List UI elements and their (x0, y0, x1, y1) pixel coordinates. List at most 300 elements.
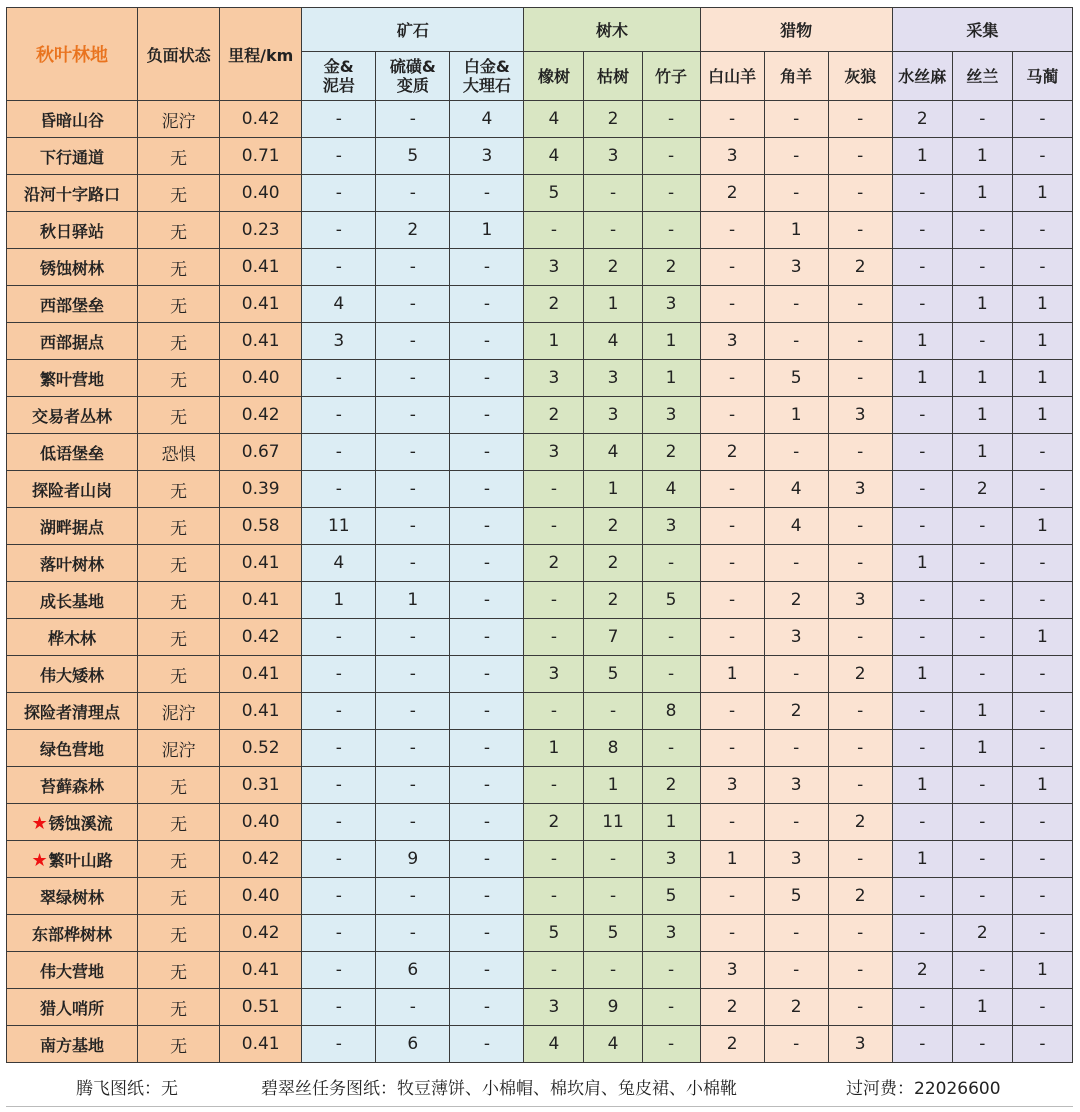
tree-count-cell: - (584, 175, 642, 212)
tree-count-cell: - (524, 767, 584, 804)
zone-name-cell (7, 989, 138, 1026)
prey-count-cell: - (764, 730, 828, 767)
gather-count-cell: - (892, 693, 952, 730)
gather-subheader: 马蔺 (1012, 52, 1072, 101)
table-row (7, 249, 1073, 286)
gather-count-cell: 1 (952, 989, 1012, 1026)
prey-count-cell: 5 (764, 360, 828, 397)
prey-count-cell: - (828, 212, 892, 249)
gather-count-cell: - (952, 656, 1012, 693)
prey-count-cell: - (764, 804, 828, 841)
gather-count-cell: 1 (952, 138, 1012, 175)
tree-count-cell: 4 (524, 101, 584, 138)
gather-count-cell: 1 (892, 545, 952, 582)
gather-count-cell: - (952, 101, 1012, 138)
tree-count-cell: 2 (584, 101, 642, 138)
gather-count-cell: - (952, 952, 1012, 989)
gather-count-cell: 1 (952, 397, 1012, 434)
prey-count-cell: 2 (828, 878, 892, 915)
zone-name: 湖畔据点 (40, 517, 105, 537)
tree-count-cell: - (642, 619, 700, 656)
prey-count-cell: - (828, 841, 892, 878)
table-row (7, 101, 1073, 138)
zone-name-cell (7, 471, 138, 508)
prey-count-cell: - (764, 545, 828, 582)
prey-count-cell: - (700, 360, 764, 397)
tree-count-cell: 3 (642, 841, 700, 878)
zone-name-cell (7, 212, 138, 249)
tree-count-cell: 3 (524, 656, 584, 693)
tree-count-cell: 1 (524, 730, 584, 767)
gather-count-cell: - (1012, 841, 1072, 878)
ore-count-cell: - (450, 323, 524, 360)
ore-count-cell: 2 (376, 212, 450, 249)
prey-count-cell: 2 (828, 804, 892, 841)
zone-name: 锈蚀溪流 (48, 813, 113, 833)
tree-count-cell: 4 (584, 1026, 642, 1063)
tree-count-cell: 2 (584, 508, 642, 545)
zone-name: 探险者山岗 (32, 480, 113, 500)
ore-count-cell: - (376, 989, 450, 1026)
gather-subheader: 水丝麻 (892, 52, 952, 101)
gather-count-cell: - (1012, 656, 1072, 693)
prey-count-cell: - (700, 471, 764, 508)
tree-count-cell: 2 (584, 582, 642, 619)
tree-count-cell: - (524, 619, 584, 656)
tree-subheader: 橡树 (524, 52, 584, 101)
tree-count-cell: 3 (642, 915, 700, 952)
prey-count-cell: - (828, 434, 892, 471)
ore-count-cell: - (450, 508, 524, 545)
ore-subheader: 白金& 大理石 (450, 52, 524, 101)
gather-count-cell: - (952, 212, 1012, 249)
prey-count-cell: - (764, 656, 828, 693)
gather-count-cell: - (1012, 878, 1072, 915)
tree-count-cell: 3 (642, 286, 700, 323)
tree-count-cell: 3 (584, 360, 642, 397)
prey-count-cell: - (828, 730, 892, 767)
gather-count-cell: - (1012, 249, 1072, 286)
ore-count-cell: - (302, 730, 376, 767)
ore-count-cell: - (302, 915, 376, 952)
zone-name-cell (7, 508, 138, 545)
zone-name: 低语堡垒 (40, 443, 105, 463)
tree-count-cell: 4 (642, 471, 700, 508)
distance-cell: 0.23 (220, 212, 302, 249)
debuff-cell: 无 (138, 323, 220, 360)
ore-count-cell: - (302, 693, 376, 730)
tree-count-cell: 3 (524, 434, 584, 471)
gather-count-cell: - (892, 804, 952, 841)
prey-count-cell: - (700, 693, 764, 730)
ore-count-cell: - (450, 471, 524, 508)
tree-count-cell: 1 (584, 286, 642, 323)
zone-name: 南方基地 (40, 1035, 105, 1055)
debuff-cell: 无 (138, 1026, 220, 1063)
prey-count-cell: 3 (764, 767, 828, 804)
tree-count-cell: - (642, 545, 700, 582)
table-row (7, 767, 1073, 804)
prey-count-cell: - (764, 952, 828, 989)
ore-count-cell: - (376, 471, 450, 508)
zone-name-cell (7, 545, 138, 582)
prey-count-cell: - (700, 545, 764, 582)
ore-count-cell: - (450, 841, 524, 878)
prey-count-cell: - (828, 175, 892, 212)
table-row (7, 804, 1073, 841)
tree-count-cell: - (524, 508, 584, 545)
prey-count-cell: - (828, 619, 892, 656)
prey-count-cell: - (764, 1026, 828, 1063)
table-row (7, 471, 1073, 508)
ore-subheader: 金& 泥岩 (302, 52, 376, 101)
zone-name-cell (7, 804, 138, 841)
gather-count-cell: - (892, 989, 952, 1026)
tree-count-cell: 3 (524, 249, 584, 286)
gather-count-cell: 1 (892, 138, 952, 175)
table-row (7, 841, 1073, 878)
zone-name: 沿河十字路口 (24, 184, 121, 204)
tree-count-cell: - (584, 878, 642, 915)
gather-count-cell: 1 (952, 175, 1012, 212)
debuff-cell: 无 (138, 915, 220, 952)
ore-count-cell: 6 (376, 1026, 450, 1063)
zone-name-cell (7, 582, 138, 619)
zone-name-cell (7, 286, 138, 323)
tree-count-cell: 8 (584, 730, 642, 767)
debuff-cell: 泥泞 (138, 101, 220, 138)
ore-count-cell: - (302, 471, 376, 508)
zone-name-cell (7, 360, 138, 397)
ore-count-cell: - (302, 878, 376, 915)
tree-count-cell: 2 (642, 434, 700, 471)
tree-subheader: 竹子 (642, 52, 700, 101)
gather-count-cell: - (892, 1026, 952, 1063)
debuff-cell: 无 (138, 397, 220, 434)
table-row (7, 175, 1073, 212)
zone-name: 繁叶山路 (48, 850, 113, 870)
tree-count-cell: 3 (584, 138, 642, 175)
prey-count-cell: 1 (700, 841, 764, 878)
ore-count-cell: 4 (302, 545, 376, 582)
ore-count-cell: - (450, 582, 524, 619)
prey-count-cell: 5 (764, 878, 828, 915)
gather-count-cell: 1 (892, 323, 952, 360)
tree-count-cell: 1 (642, 804, 700, 841)
tree-count-cell: 4 (584, 434, 642, 471)
distance-cell: 0.42 (220, 841, 302, 878)
zone-name: 落叶树林 (40, 554, 105, 574)
table-row (7, 360, 1073, 397)
prey-count-cell: - (764, 138, 828, 175)
ore-count-cell: - (302, 656, 376, 693)
zone-name: 伟大矮林 (40, 665, 105, 685)
ore-count-cell: - (450, 767, 524, 804)
ore-count-cell: - (450, 656, 524, 693)
gather-count-cell: 1 (1012, 323, 1072, 360)
gather-count-cell: - (892, 249, 952, 286)
gather-count-cell: 1 (1012, 175, 1072, 212)
ore-count-cell: - (302, 360, 376, 397)
ore-count-cell: 3 (302, 323, 376, 360)
tree-count-cell: 8 (642, 693, 700, 730)
prey-count-cell: 3 (700, 767, 764, 804)
prey-count-cell: - (700, 249, 764, 286)
table-row (7, 545, 1073, 582)
prey-count-cell: - (700, 915, 764, 952)
ore-count-cell: - (450, 693, 524, 730)
ore-count-cell: - (376, 656, 450, 693)
prey-count-cell: - (700, 582, 764, 619)
prey-count-cell: - (828, 360, 892, 397)
ore-count-cell: - (302, 138, 376, 175)
distance-cell: 0.42 (220, 915, 302, 952)
star-icon: ★ (31, 812, 48, 834)
prey-count-cell: 3 (700, 138, 764, 175)
blueprint-note: 腾飞图纸：无 (76, 1079, 178, 1099)
gather-count-cell: 1 (952, 693, 1012, 730)
zone-name: 锈蚀树林 (40, 258, 105, 278)
prey-count-cell: - (828, 286, 892, 323)
ore-count-cell: - (450, 804, 524, 841)
table-row (7, 582, 1073, 619)
distance-cell: 0.41 (220, 286, 302, 323)
debuff-cell: 无 (138, 212, 220, 249)
debuff-cell: 无 (138, 175, 220, 212)
prey-count-cell: 3 (700, 323, 764, 360)
tree-count-cell: - (642, 730, 700, 767)
gather-count-cell: - (892, 619, 952, 656)
tree-count-cell: 2 (642, 767, 700, 804)
debuff-cell: 无 (138, 656, 220, 693)
prey-count-cell: 3 (828, 471, 892, 508)
ore-count-cell: - (376, 545, 450, 582)
prey-count-cell: - (700, 101, 764, 138)
gather-count-cell: - (892, 397, 952, 434)
ore-count-cell: - (302, 989, 376, 1026)
ore-count-cell: - (376, 915, 450, 952)
ore-count-cell: - (376, 878, 450, 915)
gather-count-cell: 1 (1012, 767, 1072, 804)
resource-table (6, 7, 1073, 1063)
ore-count-cell: 6 (376, 952, 450, 989)
zone-name: 成长基地 (40, 591, 105, 611)
ore-count-cell: - (302, 952, 376, 989)
tree-count-cell: 2 (524, 804, 584, 841)
ore-count-cell: 9 (376, 841, 450, 878)
tree-count-cell: - (642, 212, 700, 249)
ore-count-cell: - (302, 175, 376, 212)
ore-count-cell: - (302, 249, 376, 286)
gather-count-cell: - (952, 323, 1012, 360)
gather-count-cell: 1 (1012, 619, 1072, 656)
prey-count-cell: - (828, 545, 892, 582)
debuff-cell: 无 (138, 286, 220, 323)
prey-subheader: 白山羊 (700, 52, 764, 101)
tree-count-cell: 3 (524, 360, 584, 397)
table-row (7, 915, 1073, 952)
ore-count-cell: - (450, 434, 524, 471)
tree-count-cell: 2 (584, 545, 642, 582)
tree-subheader: 枯树 (584, 52, 642, 101)
distance-cell: 0.41 (220, 249, 302, 286)
table-row (7, 730, 1073, 767)
debuff-cell: 无 (138, 989, 220, 1026)
tree-count-cell: - (642, 175, 700, 212)
ore-count-cell: - (302, 212, 376, 249)
distance-cell: 0.41 (220, 545, 302, 582)
tree-count-cell: 1 (584, 471, 642, 508)
table-row (7, 952, 1073, 989)
star-icon: ★ (31, 849, 48, 871)
gather-count-cell: 1 (1012, 360, 1072, 397)
zone-name-cell (7, 619, 138, 656)
tree-count-cell: - (642, 989, 700, 1026)
ore-count-cell: - (376, 434, 450, 471)
debuff-cell: 无 (138, 841, 220, 878)
ore-count-cell: 11 (302, 508, 376, 545)
prey-group-header: 猎物 (700, 8, 892, 52)
gather-count-cell: 1 (1012, 952, 1072, 989)
zone-name: 绿色营地 (40, 739, 105, 759)
debuff-cell: 无 (138, 804, 220, 841)
ore-count-cell: - (376, 286, 450, 323)
ore-group-header: 矿石 (302, 8, 524, 52)
gather-count-cell: - (1012, 989, 1072, 1026)
tree-count-cell: - (524, 693, 584, 730)
zone-name-cell (7, 878, 138, 915)
distance-cell: 0.40 (220, 360, 302, 397)
prey-count-cell: - (828, 323, 892, 360)
tree-count-cell: 1 (584, 767, 642, 804)
distance-cell: 0.42 (220, 619, 302, 656)
distance-cell: 0.67 (220, 434, 302, 471)
tree-count-cell: - (642, 656, 700, 693)
gather-count-cell: 2 (952, 915, 1012, 952)
table-row (7, 138, 1073, 175)
prey-count-cell: 1 (764, 212, 828, 249)
gather-count-cell: - (1012, 101, 1072, 138)
ore-count-cell: - (302, 397, 376, 434)
prey-count-cell: 2 (764, 693, 828, 730)
gather-subheader: 丝兰 (952, 52, 1012, 101)
gather-count-cell: - (892, 471, 952, 508)
distance-cell: 0.51 (220, 989, 302, 1026)
ore-count-cell: 4 (450, 101, 524, 138)
zone-name: 伟大营地 (40, 961, 105, 981)
tree-count-cell: 4 (524, 1026, 584, 1063)
gather-count-cell: - (952, 619, 1012, 656)
ore-count-cell: - (450, 915, 524, 952)
ore-count-cell: - (302, 619, 376, 656)
zone-name: 秋日驿站 (40, 221, 105, 241)
prey-count-cell: 3 (828, 582, 892, 619)
ore-count-cell: 3 (450, 138, 524, 175)
gather-count-cell: 1 (1012, 286, 1072, 323)
gather-count-cell: 2 (892, 101, 952, 138)
gather-count-cell: - (1012, 434, 1072, 471)
table-row (7, 508, 1073, 545)
ore-count-cell: - (302, 434, 376, 471)
distance-cell: 0.41 (220, 656, 302, 693)
tree-count-cell: - (524, 212, 584, 249)
gather-count-cell: - (1012, 471, 1072, 508)
tree-count-cell: - (584, 952, 642, 989)
gather-count-cell: 1 (892, 767, 952, 804)
tree-count-cell: 3 (584, 397, 642, 434)
ore-count-cell: - (450, 249, 524, 286)
prey-count-cell: 2 (828, 656, 892, 693)
toll-note: 过河费：22026600 (846, 1079, 1001, 1099)
prey-count-cell: 2 (700, 434, 764, 471)
ore-count-cell: - (450, 878, 524, 915)
table-row (7, 1026, 1073, 1063)
distance-cell: 0.71 (220, 138, 302, 175)
ore-count-cell: - (376, 323, 450, 360)
table-row (7, 619, 1073, 656)
prey-count-cell: - (764, 175, 828, 212)
tree-count-cell: - (584, 693, 642, 730)
gather-count-cell: - (892, 582, 952, 619)
zone-name: 东部桦树林 (32, 924, 113, 944)
prey-count-cell: - (828, 989, 892, 1026)
prey-count-cell: 1 (764, 397, 828, 434)
tree-count-cell: 3 (642, 397, 700, 434)
prey-count-cell: 2 (764, 582, 828, 619)
ore-count-cell: - (302, 767, 376, 804)
tree-count-cell: 2 (584, 249, 642, 286)
gather-count-cell: 1 (1012, 508, 1072, 545)
zone-name: 西部堡垒 (40, 295, 105, 315)
debuff-cell: 泥泞 (138, 730, 220, 767)
ore-count-cell: 5 (376, 138, 450, 175)
table-row (7, 434, 1073, 471)
prey-count-cell: - (828, 767, 892, 804)
gather-count-cell: - (1012, 915, 1072, 952)
zone-name: 昏暗山谷 (40, 110, 105, 130)
tree-count-cell: 5 (524, 175, 584, 212)
zone-name-cell (7, 101, 138, 138)
prey-count-cell: 3 (828, 1026, 892, 1063)
ore-count-cell: - (450, 730, 524, 767)
zone-name-cell (7, 915, 138, 952)
gather-count-cell: - (1012, 1026, 1072, 1063)
zone-name-cell (7, 656, 138, 693)
zone-name: 苔藓森林 (40, 776, 105, 796)
debuff-cell: 泥泞 (138, 693, 220, 730)
ore-count-cell: - (376, 619, 450, 656)
gather-count-cell: - (952, 508, 1012, 545)
prey-count-cell: 2 (700, 1026, 764, 1063)
gather-count-cell: 2 (952, 471, 1012, 508)
table-row (7, 989, 1073, 1026)
distance-cell: 0.41 (220, 952, 302, 989)
debuff-cell: 无 (138, 767, 220, 804)
tree-count-cell: 5 (642, 878, 700, 915)
tree-count-cell: 2 (524, 286, 584, 323)
tree-count-cell: 11 (584, 804, 642, 841)
tree-count-cell: 2 (524, 397, 584, 434)
gather-count-cell: 1 (892, 360, 952, 397)
ore-count-cell: - (450, 175, 524, 212)
gather-count-cell: - (892, 286, 952, 323)
prey-count-cell: 3 (764, 619, 828, 656)
table-row (7, 693, 1073, 730)
prey-count-cell: - (700, 508, 764, 545)
table-body (7, 101, 1073, 1063)
tree-count-cell: - (642, 138, 700, 175)
distance-cell: 0.42 (220, 397, 302, 434)
